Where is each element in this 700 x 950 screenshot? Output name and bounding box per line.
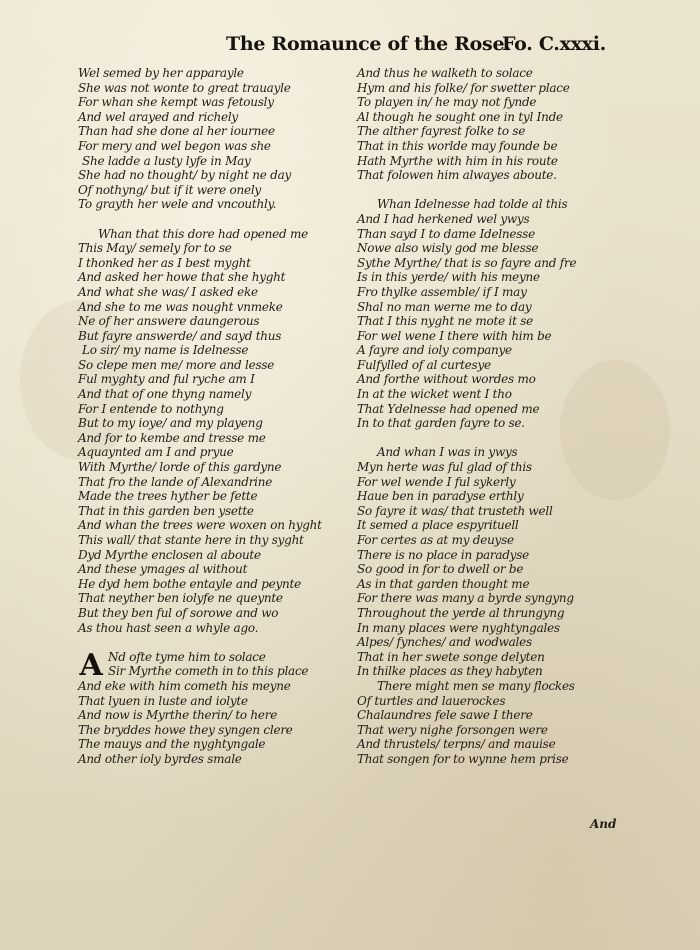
verse-line: This May/ semely for to se <box>78 241 232 256</box>
verse-line: Nowe also wisly god me blesse <box>357 241 539 256</box>
stanza-gap <box>357 183 657 198</box>
verse-line: Hym and his folke/ for swetter place <box>357 80 570 95</box>
verse-line: And I had herkened wel ywys <box>357 211 530 226</box>
verse-line: In many places were nyghtyngales <box>357 620 560 635</box>
folio-number: Fo. C.xxxi. <box>502 33 606 55</box>
stanza-gap <box>78 212 378 227</box>
verse-line: There is no place in paradyse <box>357 547 529 562</box>
stanza <box>357 445 657 766</box>
verse-line: To grayth her wele and vncouthly. <box>78 197 277 212</box>
verse-line: And whan I was in ywys <box>377 445 518 460</box>
stanza <box>78 227 378 636</box>
verse-line: Lo sir/ my name is Idelnesse <box>82 343 249 358</box>
verse-line: Wel semed by her apparayle <box>78 66 244 80</box>
verse-line: That I this nyght ne mote it se <box>357 314 533 329</box>
verse-line: This wall/ that stante here in thy syght <box>78 533 304 547</box>
verse-line: Shal no man werne me to day <box>357 299 532 314</box>
catchword: And <box>590 817 617 831</box>
stanza-gap <box>357 431 657 446</box>
verse-line: For whan she kempt was fetously <box>78 95 274 110</box>
verse-line: That neyther ben iolyfe ne queynte <box>78 591 283 606</box>
verse-line: For wel wende I ful sykerly <box>357 474 516 489</box>
page-header <box>0 33 700 59</box>
verse-line: But fayre answerde/ and sayd thus <box>78 328 282 343</box>
verse-line: Fulfylled of al curtesye <box>357 357 491 372</box>
verse-line: As thou hast seen a whyle ago. <box>78 620 259 635</box>
verse-line: Made the trees hyther be fette <box>78 489 258 504</box>
verse-line: Than had she done al her iournee <box>78 124 275 139</box>
verse-line: For wel wene I there with him be <box>357 328 552 343</box>
verse-line: Nd ofte tyme him to solace <box>108 649 266 664</box>
stanza <box>357 66 657 183</box>
stanza <box>78 66 378 212</box>
verse-line: Chalaundres fele sawe I there <box>357 708 533 723</box>
verse-line: And other ioly byrdes smale <box>78 751 242 766</box>
verse-line: She was not wonte to great trauayle <box>78 80 291 95</box>
verse-line: That wery nighe forsongen were <box>357 722 548 737</box>
verse-line: Ne of her answere daungerous <box>78 314 260 329</box>
verse-line: Whan that this dore had opened me <box>98 226 308 241</box>
verse-line: And whan the trees were woxen on hyght <box>78 518 322 533</box>
verse-line: That folowen him alwayes aboute. <box>357 168 557 183</box>
verse-line: As in that garden thought me <box>357 576 530 591</box>
verse-line: Hath Myrthe with him in his route <box>357 153 558 168</box>
verse-line: So fayre it was/ that trusteth well <box>357 503 553 518</box>
verse-line: Whan Idelnesse had tolde al this <box>377 197 568 212</box>
verse-line: And wel arayed and richely <box>78 109 238 124</box>
verse-line: So good in for to dwell or be <box>357 562 524 577</box>
verse-line: And forthe without wordes mo <box>357 372 536 387</box>
verse-line: The mauys and the nyghtyngale <box>78 737 266 752</box>
verse-line: Dyd Myrthe enclosen al aboute <box>78 547 261 562</box>
drop-cap-initial: A <box>79 647 103 683</box>
stanza <box>78 647 378 767</box>
verse-line: And asked her howe that she hyght <box>78 270 286 285</box>
verse-line: And thus he walketh to solace <box>357 66 533 80</box>
verse-line: Than sayd I to dame Idelnesse <box>357 226 535 241</box>
verse-line: But they ben ful of sorowe and wo <box>78 605 279 620</box>
verse-line: That songen for to wynne hem prise <box>357 751 569 766</box>
verse-line: A fayre and ioly companye <box>357 343 512 358</box>
verse-line: The bryddes howe they syngen clere <box>78 722 293 737</box>
verse-line: Fro thylke assemble/ if I may <box>357 284 527 299</box>
verse-line: Ful myghty and ful ryche am I <box>78 372 255 387</box>
right-column <box>357 66 657 767</box>
verse-line: And what she was/ I asked eke <box>78 284 258 299</box>
verse-line: And eke with him cometh his meyne <box>78 678 291 693</box>
verse-line: She ladde a lusty lyfe in May <box>82 153 251 168</box>
verse-line: That in her swete songe delyten <box>357 649 545 664</box>
stanza <box>357 197 657 431</box>
verse-line: In thilke places as they habyten <box>357 664 543 679</box>
verse-line: Is in this yerde/ with his meyne <box>357 270 540 285</box>
verse-line: That fro the lande of Alexandrine <box>78 474 273 489</box>
stanza-gap <box>78 635 378 650</box>
verse-line: For mery and wel begon was she <box>78 138 271 153</box>
verse-line: She had no thought/ by night ne day <box>78 168 292 183</box>
running-title: The Romaunce of the Rose. <box>226 33 511 55</box>
verse-line: Alpes/ fynches/ and wodwales <box>357 635 532 650</box>
verse-line: To playen in/ he may not fynde <box>357 95 537 110</box>
verse-line: For there was many a byrde syngyng <box>357 591 574 606</box>
verse-line: Haue ben in paradyse erthly <box>357 489 524 504</box>
verse-line: Throughout the yerde al thrungyng <box>357 605 565 620</box>
verse-line: But to my ioye/ and my playeng <box>78 416 263 431</box>
verse-line: There might men se many flockes <box>377 678 575 693</box>
verse-line: With Myrthe/ lorde of this gardyne <box>78 460 282 475</box>
verse-line: That in this worlde may founde be <box>357 138 558 153</box>
verse-line: And now is Myrthe therin/ to here <box>78 708 278 723</box>
verse-line: That in this garden ben ysette <box>78 503 254 518</box>
verse-line: Myn herte was ful glad of this <box>357 460 532 475</box>
verse-line: And thrustels/ terpns/ and mauise <box>357 737 556 752</box>
verse-line: Sythe Myrthe/ that is so fayre and fre <box>357 255 577 270</box>
verse-line: For I entende to nothyng <box>78 401 224 416</box>
verse-line: He dyd hem bothe entayle and peynte <box>78 576 301 591</box>
verse-line: That Ydelnesse had opened me <box>357 401 540 416</box>
verse-line: In to that garden fayre to se. <box>357 416 525 431</box>
verse-line: I thonked her as I best myght <box>78 255 251 270</box>
verse-line: And she to me was nought vnmeke <box>78 299 283 314</box>
verse-line: It semed a place espyrituell <box>357 518 519 533</box>
verse-line: And these ymages al without <box>78 562 248 577</box>
verse-line: Of turtles and lauerockes <box>357 693 506 708</box>
verse-line: Of nothyng/ but if it were onely <box>78 182 261 197</box>
verse-line: In at the wicket went I tho <box>357 387 512 402</box>
verse-line: So clepe men me/ more and lesse <box>78 357 275 372</box>
verse-line: And that of one thyng namely <box>78 387 252 402</box>
verse-line: For certes as at my deuyse <box>357 533 514 547</box>
verse-line: Sir Myrthe cometh in to this place <box>108 664 309 679</box>
verse-line: That lyuen in luste and iolyte <box>78 693 248 708</box>
verse-line: And for to kembe and tresse me <box>78 430 266 445</box>
verse-line: Aquaynted am I and pryue <box>78 445 234 460</box>
verse-line: Al though he sought one in tyl Inde <box>357 109 563 124</box>
left-column <box>78 66 378 767</box>
verse-line: The alther fayrest folke to se <box>357 124 526 139</box>
